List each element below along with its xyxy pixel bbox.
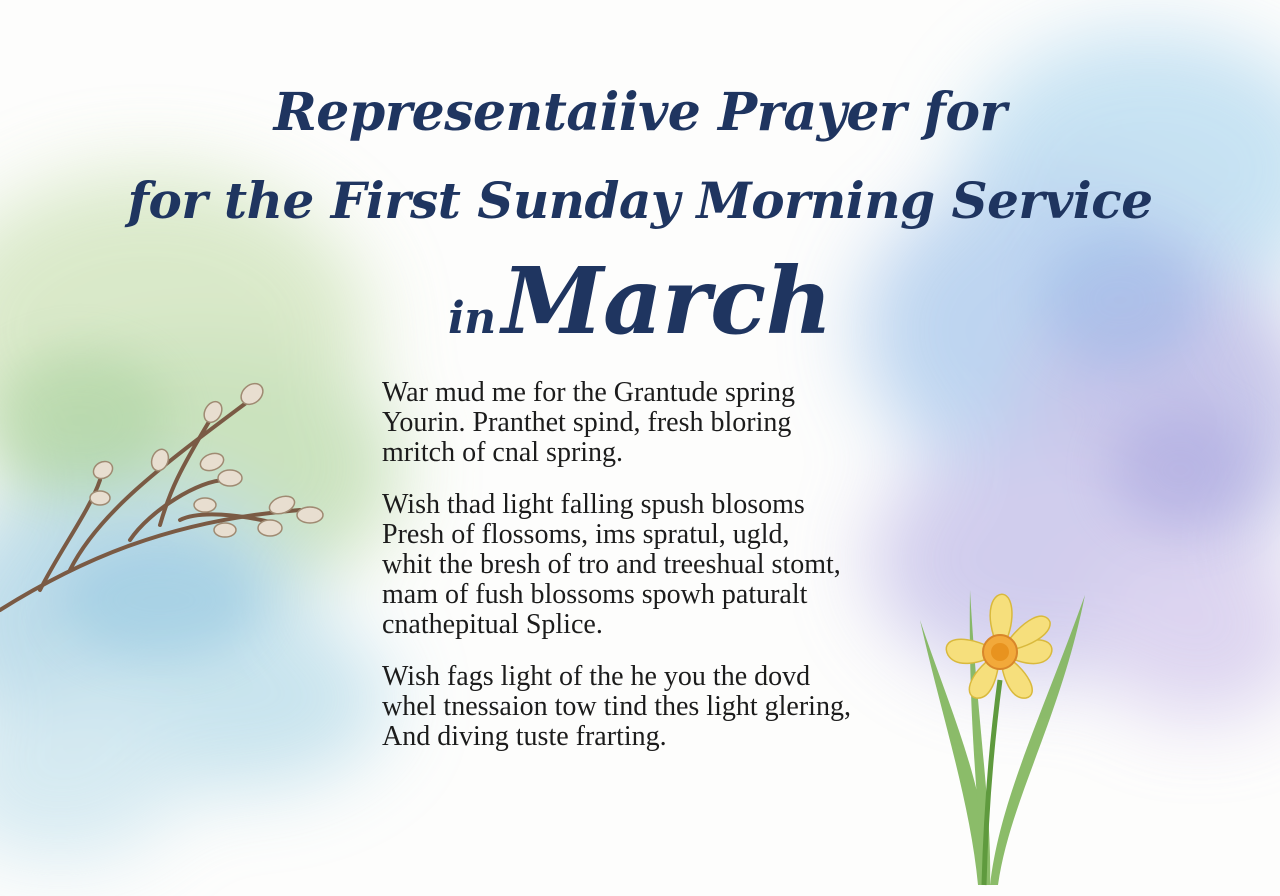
poem-line: cnathepitual Splice. [382, 609, 603, 640]
poem-line: Wish thad light falling spush blosoms [382, 489, 805, 520]
title-month: March [501, 247, 833, 355]
stanza [382, 662, 922, 752]
title-prefix: in [447, 293, 496, 344]
poem-line: whit the bresh of tro and treeshual stomt, [382, 549, 841, 580]
poem-line: War mud me for the Grantude spring [382, 377, 795, 408]
stanza [382, 490, 922, 640]
poem-line: Presh of flossoms, ims spratul, ugld, [382, 519, 790, 550]
prayer-text [382, 378, 922, 774]
poem-line: Yourin. Pranthet spind, fresh bloring [382, 407, 792, 438]
title-line-3 [0, 246, 1280, 388]
title-line-1: Representaiive Prayer for [273, 82, 1007, 143]
poem-line: mam of fush blossoms spowh paturalt [382, 579, 808, 610]
poem-line: And diving tuste frarting. [382, 721, 667, 752]
poem-line: whel tnessaion tow tind thes light glering, [382, 691, 851, 722]
willow-branch-illustration [0, 370, 340, 620]
daffodil-illustration [900, 570, 1100, 890]
poem-line: Wish fags light of the he you the dovd [382, 661, 811, 692]
poem-line: mritch of cnal spring. [382, 437, 624, 468]
stanza [382, 378, 922, 468]
title-line-2: for the First Sunday Morning Service [127, 171, 1153, 230]
